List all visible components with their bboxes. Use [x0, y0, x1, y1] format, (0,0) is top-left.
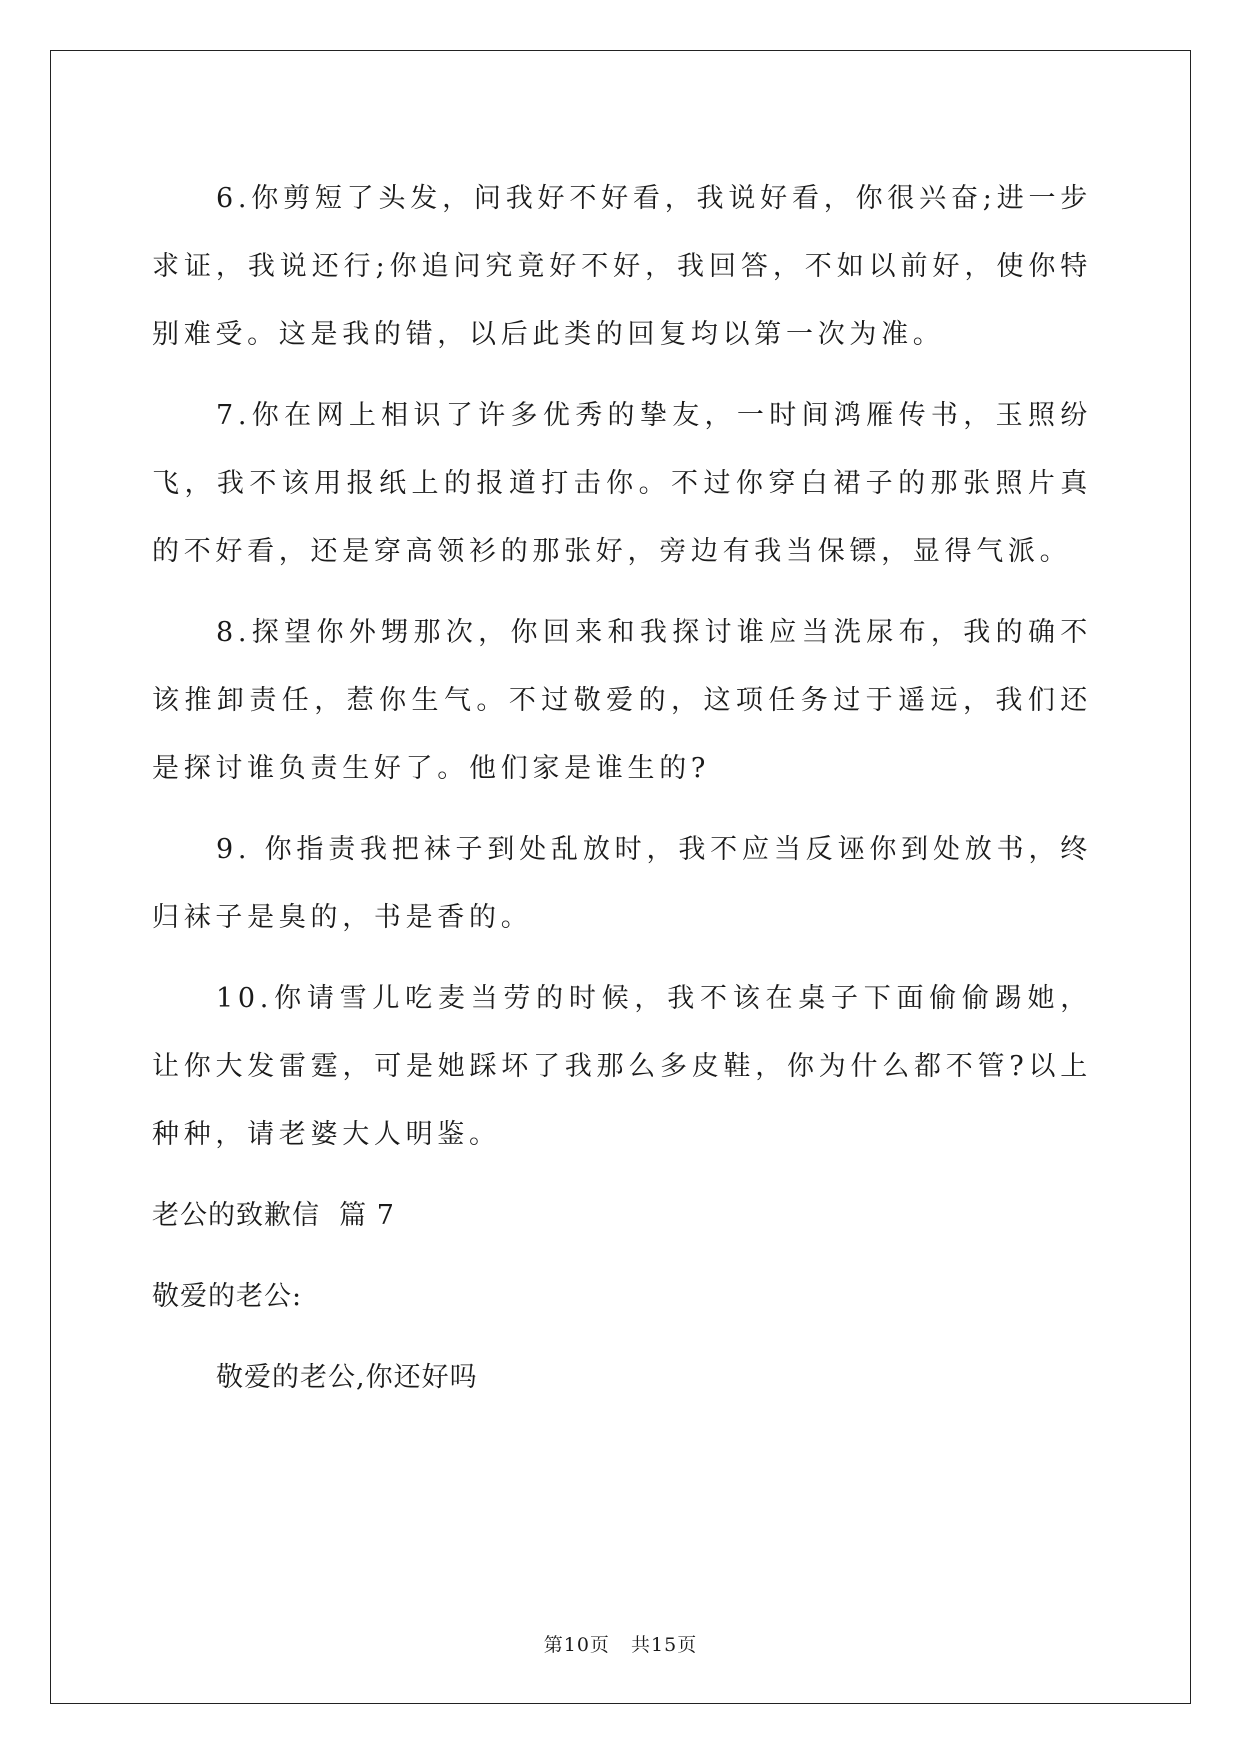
paragraph-7: 7.你在网上相识了许多优秀的挚友，一时间鸿雁传书，玉照纷飞，我不该用报纸上的报道打击你。不过你穿白裙子的那张照片真的不好看，还是穿高领衫的那张好，旁边有我当保镖，显得气派。	[152, 400, 1092, 567]
section-title: 老公的致歉信 篇 7	[152, 1200, 395, 1231]
page-footer: 第10页 共15页	[543, 1634, 698, 1656]
paragraph-9: 9. 你指责我把袜子到处乱放时，我不应当反诬你到处放书，终归袜子是臭的，书是香的。	[152, 834, 1092, 933]
opening-line: 敬爱的老公,你还好吗	[216, 1362, 478, 1393]
paragraph-10: 10.你请雪儿吃麦当劳的时候，我不该在桌子下面偷偷踢她，让你大发雷霆，可是她踩坏了我那么多皮鞋，你为什么都不管?以上种种，请老婆大人明鉴。	[152, 983, 1092, 1150]
paragraph-6: 6.你剪短了头发，问我好不好看，我说好看，你很兴奋;进一步求证，我说还行;你追问究竟好不好，我回答，不如以前好，使你特别难受。这是我的错，以后此类的回复均以第一次为准。	[152, 183, 1092, 350]
salutation: 敬爱的老公:	[152, 1281, 303, 1312]
paragraph-8: 8.探望你外甥那次，你回来和我探讨谁应当洗尿布，我的确不该推卸责任，惹你生气。不过敬爱的，这项任务过于遥远，我们还是探讨谁负责生好了。他们家是谁生的?	[152, 617, 1092, 784]
document-body	[152, 165, 1092, 1425]
